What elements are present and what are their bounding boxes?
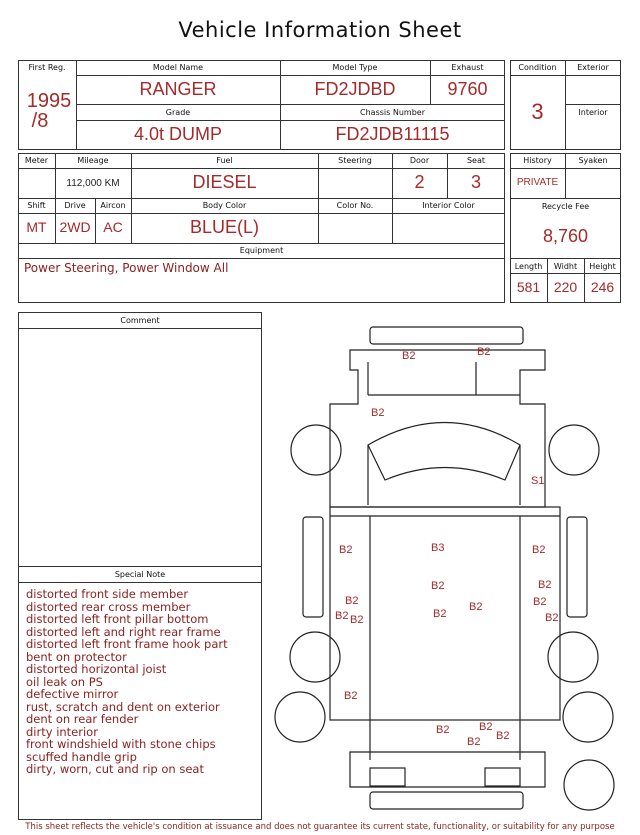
- damage-mark: S1: [531, 475, 545, 487]
- special-note-item: distorted left front pillar bottom: [26, 612, 209, 626]
- drive-label: Drive: [64, 201, 86, 210]
- model-name-label: Model Name: [152, 63, 204, 72]
- special-note-item: dirty, worn, cut and rip on seat: [26, 762, 204, 776]
- recycle-fee-label: Recycle Fee: [541, 202, 590, 211]
- damage-mark: B2: [339, 544, 353, 556]
- color-no-label: Color No.: [336, 201, 374, 210]
- special-note-item: bent on protector: [26, 649, 127, 664]
- history-label: History: [523, 156, 552, 165]
- grade-value: 4.0t DUMP: [133, 124, 223, 144]
- interior-label: Interior: [578, 108, 608, 117]
- mirror-right: [549, 425, 599, 475]
- body-color-label: Body Color: [202, 201, 247, 210]
- damage-mark: B2: [436, 724, 450, 736]
- damage-mark: B2: [345, 595, 359, 607]
- seat-value: 3: [470, 172, 481, 192]
- damage-mark: B2: [469, 601, 483, 613]
- wheel-right-front: [548, 632, 598, 682]
- page-title: Vehicle Information Sheet: [178, 18, 462, 42]
- exterior-label: Exterior: [577, 63, 609, 72]
- special-note-item: dent on rear fender: [26, 712, 139, 726]
- special-note-label: Special Note: [114, 570, 166, 579]
- special-note-item: distorted left and right rear frame: [26, 624, 221, 639]
- model-type-value: FD2JDBD: [314, 79, 396, 99]
- condition-value: 3: [531, 99, 544, 124]
- damage-mark: B2: [533, 596, 547, 608]
- truck-damage-diagram: [266, 318, 640, 818]
- damage-mark: B2: [402, 350, 416, 362]
- fuel-label: Fuel: [216, 156, 233, 165]
- left-side-rail: [303, 517, 323, 617]
- damage-mark: B2: [479, 721, 493, 733]
- damage-mark: B2: [350, 614, 364, 626]
- windshield: [368, 423, 520, 481]
- spare-wheel: [564, 760, 614, 810]
- history-value: PRIVATE: [516, 177, 559, 188]
- special-note-item: scuffed handle grip: [26, 749, 137, 764]
- damage-mark: B2: [344, 690, 358, 702]
- damage-mark: B2: [433, 608, 447, 620]
- damage-mark: B2: [335, 610, 349, 622]
- shift-label: Shift: [27, 201, 46, 210]
- damage-mark: B2: [532, 544, 546, 556]
- height-label: Height: [589, 262, 616, 271]
- special-note-item: rust, scratch and dent on exterior: [26, 699, 220, 714]
- special-note-item: distorted front side member: [26, 587, 189, 601]
- special-note-item: front windshield with stone chips: [26, 737, 216, 751]
- drive-value: 2WD: [59, 219, 91, 235]
- exhaust-value: 9760: [447, 79, 488, 99]
- door-label: Door: [409, 156, 430, 165]
- damage-mark: B2: [538, 579, 552, 591]
- chassis-number-label: Chassis Number: [360, 108, 425, 117]
- cab-outline: [330, 350, 545, 507]
- wheel-left-front: [290, 632, 340, 682]
- mileage-label: Mileage: [77, 156, 109, 165]
- damage-mark: B2: [545, 612, 559, 624]
- model-type-label: Model Type: [332, 63, 378, 72]
- rear-frame: [350, 752, 545, 787]
- grade-label: Grade: [165, 108, 191, 117]
- width-label: Widht: [553, 262, 578, 271]
- right-side-rail: [567, 517, 587, 617]
- rear-bumper: [370, 792, 523, 809]
- condition-label: Condition: [518, 63, 557, 72]
- body-color-value: BLUE(L): [189, 217, 260, 237]
- chassis-number-value: FD2JDB11115: [335, 124, 450, 144]
- first-reg-year: 1995: [26, 90, 72, 112]
- front-bumper: [370, 327, 523, 344]
- damage-mark: B3: [431, 542, 445, 554]
- damage-mark: B2: [477, 346, 491, 358]
- height-value: 246: [590, 279, 615, 295]
- first-reg-label: First Reg.: [28, 63, 66, 72]
- steering-label: Steering: [338, 156, 372, 165]
- wheel-left-rear: [275, 692, 325, 742]
- width-value: 220: [553, 279, 578, 295]
- special-note-item: defective mirror: [26, 687, 119, 701]
- special-note-item: oil leak on PS: [26, 674, 103, 689]
- shift-value: MT: [26, 219, 47, 235]
- length-label: Length: [514, 262, 543, 271]
- damage-mark: B2: [431, 580, 445, 592]
- mileage-value: 112,000 KM: [66, 178, 120, 189]
- aircon-label: Aircon: [100, 201, 126, 210]
- equipment-label: Equipment: [239, 246, 284, 255]
- door-value: 2: [414, 172, 425, 192]
- model-name-value: RANGER: [139, 79, 217, 99]
- meter-label: Meter: [24, 156, 49, 165]
- exhaust-label: Exhaust: [451, 63, 484, 72]
- damage-mark: B2: [371, 407, 385, 419]
- damage-mark: B2: [467, 736, 481, 748]
- seat-label: Seat: [466, 156, 486, 165]
- comment-label: Comment: [120, 316, 160, 325]
- length-value: 581: [516, 279, 541, 295]
- wheel-right-rear: [563, 692, 613, 742]
- disclaimer-footer: This sheet reflects the vehicle's condition at issuance and does not guarantee its current state, functionality, or suitability for any purpose: [25, 822, 615, 832]
- aircon-value: AC: [103, 219, 123, 235]
- special-note-item: distorted rear cross member: [26, 599, 191, 614]
- special-note-item: distorted left front frame hook part: [26, 637, 228, 651]
- special-note-item: dirty interior: [26, 724, 98, 739]
- interior-color-label: Interior Color: [422, 201, 475, 210]
- equipment-value: Power Steering, Power Window All: [24, 261, 229, 275]
- first-reg-month: /8: [31, 110, 49, 132]
- fuel-value: DIESEL: [192, 172, 257, 192]
- syaken-label: Syaken: [578, 156, 608, 165]
- mirror-left: [291, 425, 341, 475]
- special-note-item: distorted horizontal joist: [26, 662, 167, 676]
- recycle-fee-value: 8,760: [542, 226, 589, 246]
- damage-mark: B2: [496, 730, 510, 742]
